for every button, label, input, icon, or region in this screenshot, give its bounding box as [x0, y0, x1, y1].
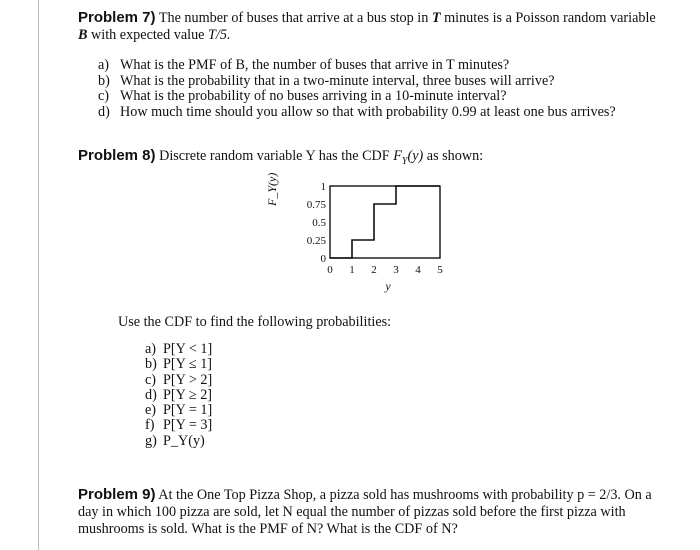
chart-y-axis-label: F_Y(y) — [265, 172, 279, 206]
problem-7-intro-3: with expected value — [91, 27, 205, 43]
x-tick-label: 1 — [349, 264, 355, 276]
problem-9-title: Problem 9) — [78, 486, 156, 503]
cdf-series-line — [330, 186, 440, 258]
problem-7-expected: T/5. — [208, 27, 231, 43]
x-tick-label: 0 — [327, 264, 333, 276]
problem-8-items — [145, 342, 212, 449]
problem-9-statement — [78, 486, 658, 538]
x-tick-label: 2 — [371, 264, 377, 276]
y-tick-label: 0.5 — [312, 217, 326, 229]
list-item: c) What is the probability of no buses arriving in a 10-minute interval? — [98, 88, 507, 104]
page-left-border — [38, 0, 39, 550]
list-item: e) P[Y = 1] — [145, 402, 213, 419]
problem-7-statement — [78, 9, 658, 44]
cdf-symbol: F — [393, 148, 402, 164]
cdf-argument: (y) — [407, 148, 424, 164]
chart-x-axis-label: y — [385, 279, 391, 293]
problem-8-instruction: Use the CDF to find the following probabilities: — [118, 314, 392, 330]
x-tick-label: 3 — [393, 264, 399, 276]
chart-frame — [330, 186, 440, 258]
list-item: a) What is the PMF of B, the number of buses that arrive in T minutes? — [98, 57, 510, 73]
list-item: d) How much time should you allow so that with probability 0.99 at least one bus arrives? — [98, 103, 616, 120]
list-item: a) P[Y < 1] — [145, 341, 213, 357]
y-tick-label: 1 — [320, 181, 326, 193]
problem-8-intro-end: as shown: — [426, 148, 484, 164]
problem-7-title: Problem 7) — [78, 9, 156, 26]
cdf-subscript: Y — [401, 155, 408, 167]
y-tick-label: 0.25 — [306, 235, 326, 247]
problem-7-var-t: T — [431, 10, 441, 26]
cdf-step-chart — [270, 178, 470, 298]
list-item: f) P[Y = 3] — [145, 417, 213, 434]
list-item: b) P[Y ≤ 1] — [145, 356, 213, 373]
list-item: g) P_Y(y) — [145, 432, 205, 449]
y-tick-label: 0.75 — [306, 199, 326, 211]
problem-7-questions — [98, 58, 658, 120]
y-tick-label: 0 — [320, 253, 326, 265]
problem-8-title: Problem 8) — [78, 147, 156, 164]
problem-9-text: At the One Top Pizza Shop, a pizza sold has mushrooms with probability p = 2/3. On a day in which 100 pizza are sold, let N equal the number of pizzas sold before the first pizza with mushrooms is sold. What is the PMF of N? What is the CDF of N? — [78, 487, 652, 537]
problem-8-statement — [78, 147, 658, 170]
problem-8-intro: Discrete random variable Y has the CDF — [159, 148, 390, 164]
problem-7-intro-1: The number of buses that arrive at a bus stop in — [158, 10, 429, 26]
x-tick-label: 4 — [415, 264, 421, 276]
list-item: c) P[Y > 2] — [145, 371, 213, 388]
problem-7-intro-2: minutes is a Poisson random variable — [444, 10, 656, 26]
x-tick-label: 5 — [437, 264, 443, 276]
list-item: b) What is the probability that in a two-minute interval, three buses will arrive? — [98, 72, 555, 89]
list-item: d) P[Y ≥ 2] — [145, 386, 213, 403]
problem-7-var-b: B — [78, 27, 88, 43]
